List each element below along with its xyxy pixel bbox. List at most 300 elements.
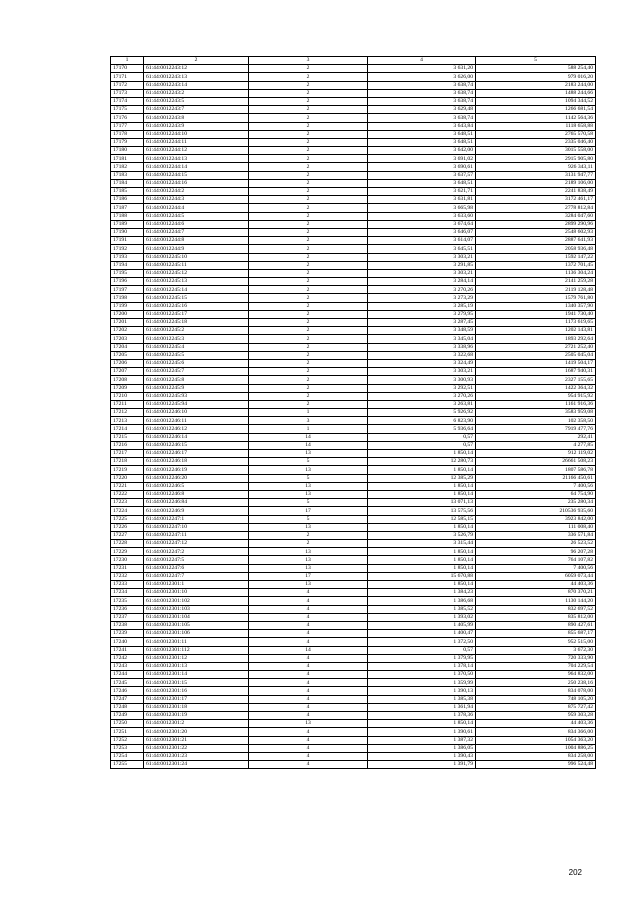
data-table <box>110 56 596 769</box>
group-cell: 2 <box>249 286 368 294</box>
row-number-cell: 17218 <box>111 458 144 466</box>
cadastral-value-cell: 111 008,40 <box>476 523 596 531</box>
group-cell: 2 <box>249 89 368 97</box>
specific-value-cell: 3 691,02 <box>368 155 476 163</box>
group-cell: 5 <box>249 474 368 482</box>
page-number: 202 <box>568 868 582 877</box>
cadastral-number-cell: 61:44:0012301:11 <box>144 638 249 646</box>
cadastral-number-cell: 61:44:0012244:3 <box>144 196 249 204</box>
table-row <box>111 458 596 466</box>
group-cell: 2 <box>249 359 368 367</box>
table-row <box>111 605 596 613</box>
table-row <box>111 204 596 212</box>
group-cell: 13 <box>249 720 368 728</box>
cadastral-value-cell: 3583 959,08 <box>476 409 596 417</box>
cadastral-number-cell: 61:44:0012301:106 <box>144 630 249 638</box>
cadastral-number-cell: 61:44:0012301:1 <box>144 581 249 589</box>
table-row <box>111 474 596 482</box>
cadastral-value-cell: 3172 461,17 <box>476 196 596 204</box>
group-cell: 2 <box>249 155 368 163</box>
row-number-cell: 17210 <box>111 392 144 400</box>
group-cell: 1 <box>249 409 368 417</box>
cadastral-value-cell: 3284 047,60 <box>476 212 596 220</box>
cadastral-value-cell: 7 400,56 <box>476 564 596 572</box>
row-number-cell: 17228 <box>111 540 144 548</box>
cadastral-value-cell: 2141 259,28 <box>476 278 596 286</box>
specific-value-cell: 1 386,68 <box>368 597 476 605</box>
cadastral-value-cell: 2887 641,93 <box>476 237 596 245</box>
cadastral-number-cell: 61:44:0012247:11 <box>144 531 249 539</box>
specific-value-cell: 3 270,26 <box>368 286 476 294</box>
specific-value-cell: 3 631,20 <box>368 65 476 73</box>
row-number-cell: 17175 <box>111 106 144 114</box>
specific-value-cell: 5 936,64 <box>368 425 476 433</box>
cadastral-number-cell: 61:44:0012246:9 <box>144 507 249 515</box>
cadastral-value-cell: 4 277,85 <box>476 441 596 449</box>
row-number-cell: 17176 <box>111 114 144 122</box>
row-number-cell: 17213 <box>111 417 144 425</box>
table-row <box>111 73 596 81</box>
table-row <box>111 425 596 433</box>
row-number-cell: 17237 <box>111 613 144 621</box>
cadastral-number-cell: 61:44:0012244:14 <box>144 163 249 171</box>
specific-value-cell: 3 626,00 <box>368 73 476 81</box>
cadastral-value-cell: 1941 730,40 <box>476 310 596 318</box>
cadastral-number-cell: 61:44:0012243:2 <box>144 89 249 97</box>
group-cell: 2 <box>249 106 368 114</box>
group-cell: 2 <box>249 261 368 269</box>
specific-value-cell: 13 575,56 <box>368 507 476 515</box>
header-cell-2: 2 <box>144 57 249 65</box>
cadastral-number-cell: 61:44:0012243:9 <box>144 122 249 130</box>
table-row <box>111 245 596 253</box>
cadastral-number-cell: 61:44:0012244:16 <box>144 179 249 187</box>
cadastral-value-cell: 952 515,00 <box>476 638 596 646</box>
cadastral-value-cell: 2505 045,04 <box>476 351 596 359</box>
cadastral-value-cell: 64 754,90 <box>476 490 596 498</box>
specific-value-cell: 3 270,26 <box>368 392 476 400</box>
group-cell: 2 <box>249 335 368 343</box>
cadastral-value-cell: 3015 558,00 <box>476 147 596 155</box>
row-number-cell: 17222 <box>111 490 144 498</box>
cadastral-value-cell: 3131 947,77 <box>476 171 596 179</box>
table-row <box>111 589 596 597</box>
group-cell: 2 <box>249 73 368 81</box>
specific-value-cell: 3 643,84 <box>368 122 476 130</box>
specific-value-cell: 1 359,99 <box>368 679 476 687</box>
table-row <box>111 728 596 736</box>
table-row <box>111 679 596 687</box>
table-row <box>111 188 596 196</box>
group-cell: 4 <box>249 712 368 720</box>
group-cell: 3 <box>249 417 368 425</box>
cadastral-value-cell: 2241 838,49 <box>476 188 596 196</box>
cadastral-number-cell: 61:44:0012246:18 <box>144 458 249 466</box>
cadastral-value-cell: 292,41 <box>476 433 596 441</box>
specific-value-cell: 3 285,19 <box>368 302 476 310</box>
group-cell: 2 <box>249 319 368 327</box>
table-row <box>111 523 596 531</box>
row-number-cell: 17247 <box>111 695 144 703</box>
row-number-cell: 17245 <box>111 679 144 687</box>
specific-value-cell: 3 621,71 <box>368 188 476 196</box>
group-cell: 4 <box>249 597 368 605</box>
cadastral-number-cell: 61:44:0012246:15 <box>144 441 249 449</box>
row-number-cell: 17232 <box>111 572 144 580</box>
specific-value-cell: 0,57 <box>368 646 476 654</box>
cadastral-value-cell: 235 280,34 <box>476 499 596 507</box>
row-number-cell: 17235 <box>111 597 144 605</box>
table-row <box>111 335 596 343</box>
cadastral-number-cell: 61:44:0012245:3 <box>144 335 249 343</box>
group-cell: 2 <box>249 138 368 146</box>
group-cell: 5 <box>249 515 368 523</box>
cadastral-value-cell: 250 238,16 <box>476 679 596 687</box>
cadastral-value-cell: 2119 128,48 <box>476 286 596 294</box>
specific-value-cell: 1 850,14 <box>368 548 476 556</box>
cadastral-value-cell: 2548 602,93 <box>476 228 596 236</box>
cadastral-value-cell: 1054 363,20 <box>476 736 596 744</box>
specific-value-cell: 3 300,93 <box>368 376 476 384</box>
cadastral-number-cell: 61:44:0012243:13 <box>144 73 249 81</box>
group-cell: 13 <box>249 581 368 589</box>
cadastral-number-cell: 61:44:0012244:12 <box>144 147 249 155</box>
specific-value-cell: 3 648,51 <box>368 130 476 138</box>
row-number-cell: 17242 <box>111 654 144 662</box>
table-row <box>111 572 596 580</box>
cadastral-value-cell: 2778 812,84 <box>476 204 596 212</box>
header-row <box>111 57 596 65</box>
cadastral-value-cell: 44 403,36 <box>476 720 596 728</box>
table-row <box>111 384 596 392</box>
cadastral-value-cell: 210536 935,60 <box>476 507 596 515</box>
group-cell: 13 <box>249 450 368 458</box>
row-number-cell: 17230 <box>111 556 144 564</box>
cadastral-value-cell: 875 727,42 <box>476 703 596 711</box>
cadastral-value-cell: 764 107,82 <box>476 556 596 564</box>
table-row <box>111 695 596 703</box>
cadastral-number-cell: 61:44:0012245:5 <box>144 351 249 359</box>
cadastral-value-cell: 1136 304,24 <box>476 269 596 277</box>
row-number-cell: 17198 <box>111 294 144 302</box>
table-row <box>111 319 596 327</box>
table-row <box>111 114 596 122</box>
cadastral-number-cell: 61:44:0012244:6 <box>144 220 249 228</box>
cadastral-number-cell: 61:44:0012245:7 <box>144 368 249 376</box>
specific-value-cell: 3 291,85 <box>368 261 476 269</box>
cadastral-value-cell: 1173 619,65 <box>476 319 596 327</box>
specific-value-cell: 3 287,45 <box>368 319 476 327</box>
cadastral-number-cell: 61:44:0012301:16 <box>144 687 249 695</box>
cadastral-value-cell: 996 524,48 <box>476 761 596 769</box>
cadastral-value-cell: 704 229,54 <box>476 662 596 670</box>
row-number-cell: 17202 <box>111 327 144 335</box>
table-row <box>111 302 596 310</box>
cadastral-value-cell: 588 254,40 <box>476 65 596 73</box>
row-number-cell: 17253 <box>111 744 144 752</box>
cadastral-number-cell: 61:44:0012247:10 <box>144 523 249 531</box>
specific-value-cell: 3 642,00 <box>368 147 476 155</box>
specific-value-cell: 1 850,14 <box>368 490 476 498</box>
table-row <box>111 417 596 425</box>
group-cell: 2 <box>249 237 368 245</box>
row-number-cell: 17192 <box>111 245 144 253</box>
cadastral-number-cell: 61:44:0012244:10 <box>144 130 249 138</box>
row-number-cell: 17171 <box>111 73 144 81</box>
cadastral-number-cell: 61:44:0012246:8 <box>144 490 249 498</box>
row-number-cell: 17208 <box>111 376 144 384</box>
cadastral-value-cell: 834 366,00 <box>476 728 596 736</box>
cadastral-value-cell: 2915 905,80 <box>476 155 596 163</box>
group-cell: 2 <box>249 253 368 261</box>
cadastral-number-cell: 61:44:0012245:4 <box>144 343 249 351</box>
table-row <box>111 130 596 138</box>
table-row <box>111 761 596 769</box>
specific-value-cell: 3 638,74 <box>368 114 476 122</box>
table-row <box>111 261 596 269</box>
cadastral-number-cell: 61:44:0012244:5 <box>144 212 249 220</box>
cadastral-number-cell: 61:44:0012301:13 <box>144 662 249 670</box>
row-number-cell: 17243 <box>111 662 144 670</box>
group-cell: 5 <box>249 499 368 507</box>
cadastral-value-cell: 7 400,56 <box>476 482 596 490</box>
table-row <box>111 343 596 351</box>
group-cell: 2 <box>249 531 368 539</box>
table-row <box>111 179 596 187</box>
row-number-cell: 17196 <box>111 278 144 286</box>
group-cell: 2 <box>249 368 368 376</box>
row-number-cell: 17248 <box>111 703 144 711</box>
row-number-cell: 17220 <box>111 474 144 482</box>
cadastral-number-cell: 61:44:0012246:12 <box>144 425 249 433</box>
row-number-cell: 17195 <box>111 269 144 277</box>
table-row <box>111 106 596 114</box>
cadastral-number-cell: 61:44:0012245:6 <box>144 359 249 367</box>
table-row <box>111 368 596 376</box>
row-number-cell: 17190 <box>111 228 144 236</box>
table-row <box>111 376 596 384</box>
table-row <box>111 638 596 646</box>
specific-value-cell: 3 614,07 <box>368 237 476 245</box>
specific-value-cell: 3 648,51 <box>368 179 476 187</box>
table-row <box>111 720 596 728</box>
row-number-cell: 17178 <box>111 130 144 138</box>
specific-value-cell: 1 405,99 <box>368 621 476 629</box>
cadastral-number-cell: 61:44:0012301:23 <box>144 752 249 760</box>
row-number-cell: 17193 <box>111 253 144 261</box>
cadastral-value-cell: 6059 073,44 <box>476 572 596 580</box>
table-row <box>111 278 596 286</box>
row-number-cell: 17170 <box>111 65 144 73</box>
row-number-cell: 17185 <box>111 188 144 196</box>
cadastral-number-cell: 61:44:0012301:102 <box>144 597 249 605</box>
cadastral-value-cell: 855 687,17 <box>476 630 596 638</box>
table-row <box>111 392 596 400</box>
cadastral-value-cell: 1004 886,25 <box>476 744 596 752</box>
specific-value-cell: 3 322,68 <box>368 351 476 359</box>
row-number-cell: 17231 <box>111 564 144 572</box>
cadastral-number-cell: 61:44:0012246:19 <box>144 466 249 474</box>
table-row <box>111 237 596 245</box>
group-cell: 2 <box>249 122 368 130</box>
group-cell: 4 <box>249 728 368 736</box>
group-cell: 2 <box>249 392 368 400</box>
row-number-cell: 17225 <box>111 515 144 523</box>
specific-value-cell: 1 390,13 <box>368 687 476 695</box>
row-number-cell: 17174 <box>111 97 144 105</box>
group-cell: 4 <box>249 605 368 613</box>
group-cell: 13 <box>249 523 368 531</box>
specific-value-cell: 5 926,92 <box>368 409 476 417</box>
table-row <box>111 581 596 589</box>
cadastral-number-cell: 61:44:0012301:105 <box>144 621 249 629</box>
specific-value-cell: 3 348,59 <box>368 327 476 335</box>
cadastral-number-cell: 61:44:0012247:2 <box>144 548 249 556</box>
cadastral-value-cell: 2183 244,00 <box>476 81 596 89</box>
specific-value-cell: 1 385,38 <box>368 695 476 703</box>
specific-value-cell: 1 850,14 <box>368 720 476 728</box>
specific-value-cell: 3 674,64 <box>368 220 476 228</box>
specific-value-cell: 3 526,79 <box>368 531 476 539</box>
specific-value-cell: 1 390,61 <box>368 728 476 736</box>
table-row <box>111 122 596 130</box>
cadastral-number-cell: 61:44:0012301:10 <box>144 589 249 597</box>
specific-value-cell: 3 279,95 <box>368 310 476 318</box>
group-cell: 2 <box>249 196 368 204</box>
group-cell: 4 <box>249 671 368 679</box>
table-row <box>111 310 596 318</box>
cadastral-value-cell: 1419 504,17 <box>476 359 596 367</box>
row-number-cell: 17211 <box>111 400 144 408</box>
specific-value-cell: 12 385,29 <box>368 474 476 482</box>
group-cell: 13 <box>249 548 368 556</box>
cadastral-number-cell: 61:44:0012245:12 <box>144 269 249 277</box>
cadastral-value-cell: 1579 761,80 <box>476 294 596 302</box>
row-number-cell: 17254 <box>111 752 144 760</box>
specific-value-cell: 1 386,05 <box>368 744 476 752</box>
table-row <box>111 490 596 498</box>
cadastral-value-cell: 2189 106,00 <box>476 179 596 187</box>
specific-value-cell: 15 670,88 <box>368 572 476 580</box>
cadastral-number-cell: 61:44:0012244:4 <box>144 204 249 212</box>
cadastral-value-cell: 2327 155,65 <box>476 376 596 384</box>
group-cell: 2 <box>249 351 368 359</box>
row-number-cell: 17255 <box>111 761 144 769</box>
table-row <box>111 646 596 654</box>
table-row <box>111 81 596 89</box>
cadastral-value-cell: 1202 143,81 <box>476 327 596 335</box>
row-number-cell: 17227 <box>111 531 144 539</box>
table-row <box>111 89 596 97</box>
cadastral-number-cell: 61:44:0012245:10 <box>144 253 249 261</box>
cadastral-number-cell: 61:44:0012246:5 <box>144 482 249 490</box>
row-number-cell: 17233 <box>111 581 144 589</box>
group-cell: 2 <box>249 163 368 171</box>
cadastral-value-cell: 954 915,92 <box>476 392 596 400</box>
cadastral-value-cell: 1372 701,45 <box>476 261 596 269</box>
group-cell: 2 <box>249 171 368 179</box>
specific-value-cell: 3 638,74 <box>368 81 476 89</box>
cadastral-value-cell: 96 207,28 <box>476 548 596 556</box>
cadastral-value-cell: 2899 290,96 <box>476 220 596 228</box>
table-row <box>111 499 596 507</box>
table-row <box>111 163 596 171</box>
cadastral-number-cell: 61:44:0012301:14 <box>144 671 249 679</box>
group-cell: 2 <box>249 188 368 196</box>
row-number-cell: 17212 <box>111 409 144 417</box>
row-number-cell: 17182 <box>111 163 144 171</box>
table-row <box>111 712 596 720</box>
group-cell: 17 <box>249 507 368 515</box>
cadastral-number-cell: 61:44:0012301:21 <box>144 736 249 744</box>
table-row <box>111 671 596 679</box>
table-row <box>111 294 596 302</box>
row-number-cell: 17246 <box>111 687 144 695</box>
cadastral-number-cell: 61:44:0012301:22 <box>144 744 249 752</box>
group-cell: 2 <box>249 179 368 187</box>
group-cell: 13 <box>249 466 368 474</box>
table-row <box>111 540 596 548</box>
cadastral-number-cell: 61:44:0012246:20 <box>144 474 249 482</box>
specific-value-cell: 3 629,48 <box>368 106 476 114</box>
cadastral-number-cell: 61:44:0012301:2 <box>144 720 249 728</box>
cadastral-value-cell: 26 523,52 <box>476 540 596 548</box>
cadastral-value-cell: 1266 681,54 <box>476 106 596 114</box>
cadastral-value-cell: 1340 357,90 <box>476 302 596 310</box>
specific-value-cell: 1 850,14 <box>368 450 476 458</box>
group-cell: 2 <box>249 147 368 155</box>
group-cell: 2 <box>249 97 368 105</box>
specific-value-cell: 1 850,14 <box>368 482 476 490</box>
specific-value-cell: 1 361,94 <box>368 703 476 711</box>
cadastral-number-cell: 61:44:0012301:19 <box>144 712 249 720</box>
specific-value-cell: 3 338,96 <box>368 343 476 351</box>
row-number-cell: 17173 <box>111 89 144 97</box>
row-number-cell: 17241 <box>111 646 144 654</box>
row-number-cell: 17251 <box>111 728 144 736</box>
table-row <box>111 97 596 105</box>
cadastral-value-cell: 1118 658,88 <box>476 122 596 130</box>
group-cell: 2 <box>249 114 368 122</box>
group-cell: 4 <box>249 703 368 711</box>
cadastral-number-cell: 61:44:0012243:12 <box>144 65 249 73</box>
table-row <box>111 687 596 695</box>
table-row <box>111 450 596 458</box>
specific-value-cell: 1 850,14 <box>368 556 476 564</box>
row-number-cell: 17181 <box>111 155 144 163</box>
cadastral-number-cell: 61:44:0012247:6 <box>144 564 249 572</box>
specific-value-cell: 0,57 <box>368 433 476 441</box>
cadastral-number-cell: 61:44:0012301:15 <box>144 679 249 687</box>
group-cell: 14 <box>249 646 368 654</box>
specific-value-cell: 1 385,52 <box>368 605 476 613</box>
specific-value-cell: 1 391,79 <box>368 761 476 769</box>
cadastral-number-cell: 61:44:0012301:18 <box>144 703 249 711</box>
row-number-cell: 17206 <box>111 359 144 367</box>
table-row <box>111 212 596 220</box>
cadastral-value-cell: 1130 144,20 <box>476 597 596 605</box>
row-number-cell: 17207 <box>111 368 144 376</box>
table-row <box>111 507 596 515</box>
specific-value-cell: 3 646,07 <box>368 228 476 236</box>
group-cell: 13 <box>249 556 368 564</box>
cadastral-number-cell: 61:44:0012245:9 <box>144 384 249 392</box>
group-cell: 4 <box>249 662 368 670</box>
row-number-cell: 17240 <box>111 638 144 646</box>
table-row <box>111 441 596 449</box>
header-cell-3: 3 <box>249 57 368 65</box>
row-number-cell: 17221 <box>111 482 144 490</box>
